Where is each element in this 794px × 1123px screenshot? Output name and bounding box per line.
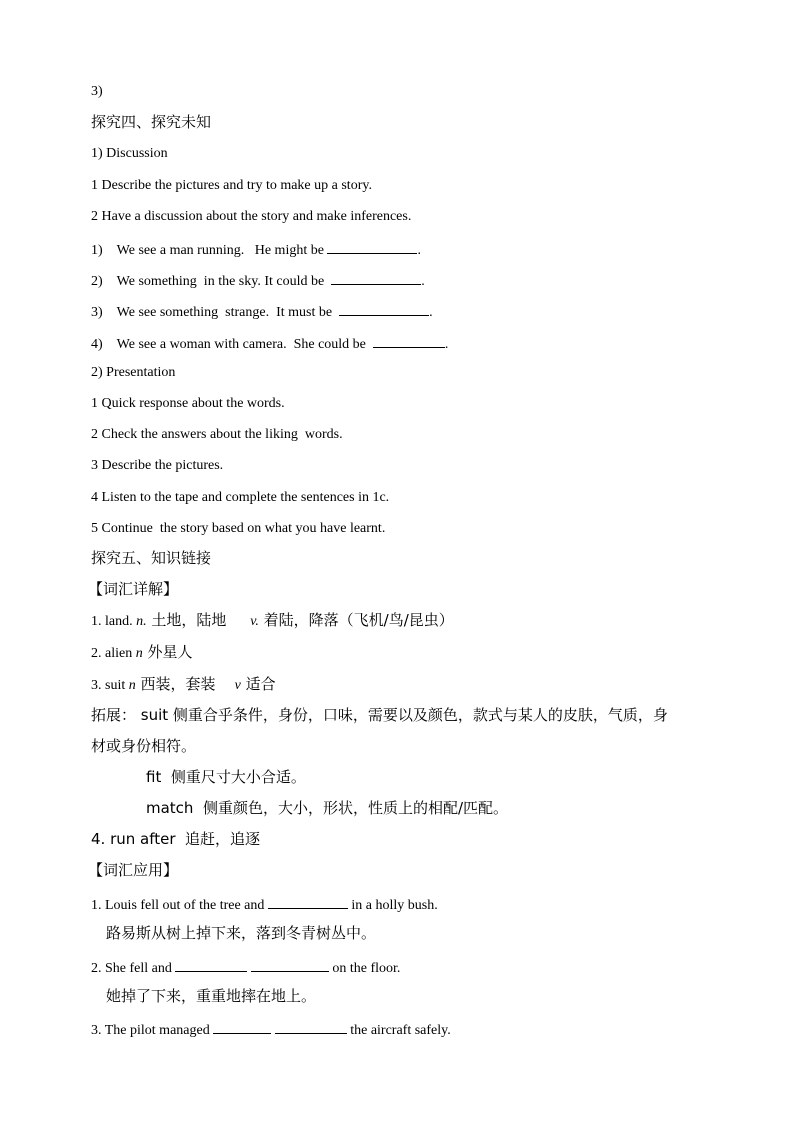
section-heading-knowledge-link: 探究五、知识链接 xyxy=(91,549,212,567)
exercise-text: 3. The pilot managed xyxy=(91,1023,214,1038)
exercise-text: 2. She fell and xyxy=(91,961,176,976)
vocab-meaning: 适合 xyxy=(240,675,276,693)
exercise-1-translation: 路易斯从树上掉下来，落到冬青树丛中。 xyxy=(106,924,377,942)
vocab-word: 2. alien xyxy=(91,646,136,661)
subheading-discussion: 1) Discussion xyxy=(91,146,168,161)
part-of-speech: v. xyxy=(250,614,259,629)
extension-note-continued: 材或身份相符。 xyxy=(91,737,197,755)
extension-match: match 侧重颜色，大小，形状，性质上的相配/匹配。 xyxy=(146,799,509,817)
item-text: We see a man running. He might be xyxy=(116,243,324,258)
answer-blank[interactable] xyxy=(251,957,329,972)
inference-item-1 xyxy=(91,239,421,260)
period: . xyxy=(444,337,449,352)
answer-blank[interactable] xyxy=(268,894,348,909)
period: . xyxy=(417,243,421,258)
part-of-speech: v xyxy=(234,678,241,693)
period: . xyxy=(421,274,425,289)
exercise-3 xyxy=(91,1019,451,1040)
vocab-entry-alien xyxy=(91,643,193,663)
inference-item-3 xyxy=(91,301,433,322)
vocab-word: 3. suit xyxy=(91,678,129,693)
inference-item-4 xyxy=(91,333,448,354)
instruction-line: 1 Describe the pictures and try to make up a story. xyxy=(91,178,372,193)
extension-fit: fit 侧重尺寸大小合适。 xyxy=(146,768,306,786)
subheading-presentation: 2) Presentation xyxy=(91,365,176,380)
item-text: We something in the sky. It could be xyxy=(116,274,325,289)
vocab-entry-run-after: 4. run after 追赶，追逐 xyxy=(91,830,261,848)
section-heading-explore-unknown: 探究四、探究未知 xyxy=(91,113,212,131)
exercise-text: on the floor. xyxy=(328,961,401,976)
part-of-speech: n xyxy=(135,646,143,661)
exercise-2 xyxy=(91,957,400,978)
vocabulary-application-heading: 【词汇应用】 xyxy=(88,861,179,879)
instruction-line: 4 Listen to the tape and complete the sentences in 1c. xyxy=(91,490,390,505)
vocab-meaning: 着陆，降落（飞机/鸟/昆虫） xyxy=(258,611,454,629)
vocab-entry-land xyxy=(91,611,454,631)
period: . xyxy=(429,305,433,320)
instruction-line: 2 Have a discussion about the story and make inferences. xyxy=(91,209,412,224)
extension-note: 拓展： suit 侧重合乎条件，身份，口味，需要以及颜色，款式与某人的皮肤，气质，身 xyxy=(91,706,668,724)
exercise-text: the aircraft safely. xyxy=(346,1023,451,1038)
instruction-line: 3 Describe the pictures. xyxy=(91,458,224,473)
instruction-line: 5 Continue the story based on what you have learnt. xyxy=(91,521,386,536)
vocab-word: 1. land. xyxy=(91,614,137,629)
part-of-speech: n xyxy=(128,678,136,693)
item-text: We see something strange. It must be xyxy=(116,305,333,320)
vocab-meaning: 西装，套装 xyxy=(135,675,235,693)
item-number: 4) xyxy=(91,337,103,352)
exercise-2-translation: 她掉了下来，重重地摔在地上。 xyxy=(106,987,317,1005)
answer-blank[interactable] xyxy=(331,270,421,285)
answer-blank[interactable] xyxy=(327,239,417,254)
answer-blank[interactable] xyxy=(373,333,445,348)
part-of-speech: n. xyxy=(136,614,147,629)
section-number: 3) xyxy=(91,84,103,99)
vocabulary-explanation-heading: 【词汇详解】 xyxy=(88,580,179,598)
answer-blank[interactable] xyxy=(275,1019,347,1034)
item-number: 2) xyxy=(91,274,103,289)
vocab-entry-suit xyxy=(91,675,276,695)
vocab-meaning: 土地，陆地 xyxy=(146,611,251,629)
item-text: We see a woman with camera. She could be xyxy=(116,337,366,352)
vocab-meaning: 外星人 xyxy=(142,643,193,661)
inference-item-2 xyxy=(91,270,425,291)
answer-blank[interactable] xyxy=(175,957,247,972)
instruction-line: 1 Quick response about the words. xyxy=(91,396,285,411)
instruction-line: 2 Check the answers about the liking words. xyxy=(91,427,343,442)
answer-blank[interactable] xyxy=(213,1019,271,1034)
item-number: 3) xyxy=(91,305,103,320)
answer-blank[interactable] xyxy=(339,301,429,316)
item-number: 1) xyxy=(91,243,103,258)
exercise-1 xyxy=(91,894,438,915)
exercise-text: in a holly bush. xyxy=(347,898,438,913)
exercise-text: 1. Louis fell out of the tree and xyxy=(91,898,268,913)
